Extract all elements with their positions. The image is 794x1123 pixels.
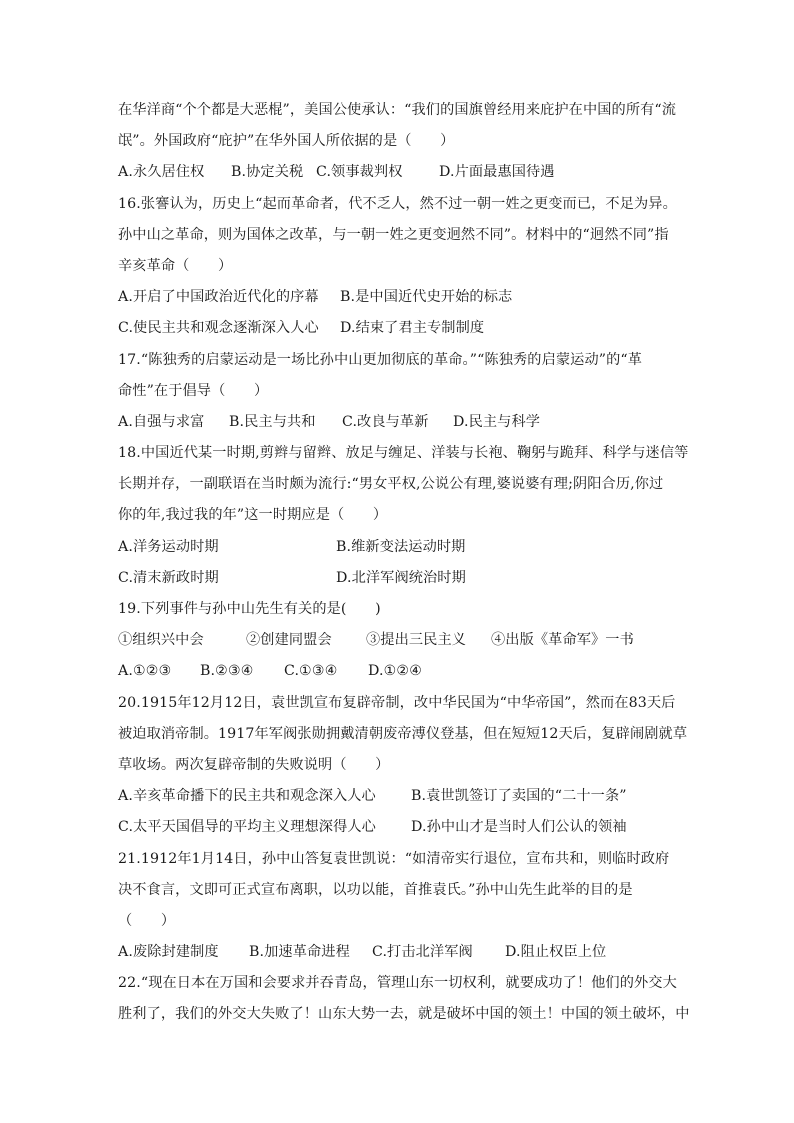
q15-option-a: A.永久居住权 [118,164,205,181]
q21-stem-line-2: 决不食言，文即可正式宣布离职，以功以能，首推袁氏。”孙中山先生此举的目的是 [118,881,633,898]
q21-stem-line-1: 21.1912年1月14日，孙中山答复袁世凯说：“如清帝实行退位，宣布共和，则临时政府 [118,850,670,867]
q20-option-a: A.辛亥革命播下的民主共和观念深入人心 [118,788,376,805]
q18-options-row-2 [118,563,678,594]
q15-stem-line-2: 氓”。外国政府“庇护”在华外国人所依据的是（ ） [118,133,455,150]
q18-options-row-1 [118,532,678,563]
q16-options-row-2 [118,313,678,344]
question-list [118,95,690,1031]
q16-option-b: B.是中国近代史开始的标志 [340,289,513,306]
q16-stem-line-3: 辛亥革命（ ） [118,257,233,274]
q20-stem-line-1: 20.1915年12月12日，袁世凯宣布复辟帝制，改中华民国为“中华帝国”，然而在83天后 [118,694,676,711]
q20-stem-line-2: 被迫取消帝制。1917年军阀张勋拥戴清朝废帝溥仪登基，但在短短12天后，复辟闹剧就草 [118,725,688,742]
q22-stem-line-1: 22.“现在日本在万国和会要求并吞青岛，管理山东一切权利，就要成功了！他们的外交大 [118,975,677,992]
q16-options-row-1 [118,282,678,313]
q19-option-d: D.①②④ [368,663,423,680]
q17-stem-line-1: 17.“陈独秀的启蒙运动是一场比孙中山更加彻底的革命。”“陈独秀的启蒙运动”的“革 [118,351,643,368]
q16-option-d: D.结束了君主专制制度 [340,320,485,337]
q21-options [118,937,678,968]
q21-option-a: A.废除封建制度 [118,944,219,961]
q22-stem-line-2: 胜利了，我们的外交大失败了！山东大势一去，就是破坏中国的领土！中国的领土破坏，中 [118,1006,690,1023]
q20-option-c: C.太平天国倡导的平均主义理想深得人心 [118,819,376,836]
q16-stem-line-1: 16.张謇认为，历史上“起而革命者，代不乏人，然不过一朝一姓之更变而已，不足为异。 [118,195,677,212]
q20-option-d: D.孙中山才是当时人们公认的领袖 [411,819,627,836]
q16-stem-line-2: 孙中山之革命，则为国体之改革，与一朝一姓之更变迥然不同”。材料中的“迥然不同”指 [118,226,669,243]
q18-stem-line-2: 长期并存，一副联语在当时颇为流行:“男女平权,公说公有理,婆说婆有理;阴阳合历,你过 [118,476,664,493]
q15-option-b: B.协定关税 [231,164,304,181]
q18-option-d: D.北洋军阀统治时期 [336,569,466,586]
q20-stem-line-3: 草收场。两次复辟帝制的失败说明（ ） [118,756,390,773]
q17-option-b: B.民主与共和 [229,413,316,430]
q16-option-c: C.使民主共和观念逐渐深入人心 [118,320,319,337]
q17-option-c: C.改良与革新 [342,413,429,430]
q17-options [118,407,678,438]
q18-option-c: C.清末新政时期 [118,569,219,586]
q17-option-a: A.自强与求富 [118,413,205,430]
q15-options [118,157,678,188]
q19-item-4: ④出版《革命军》一书 [491,632,634,649]
q19-item-2: ②创建同盟会 [246,632,332,649]
q21-option-b: B.加速革命进程 [249,944,350,961]
q19-options [118,656,678,687]
q19-items [118,625,678,656]
q17-stem-line-2: 命性”在于倡导（ ） [118,382,269,399]
q15-option-c: C.领事裁判权 [316,164,403,181]
q18-stem-line-3: 你的年,我过我的年”这一时期应是（ ） [118,507,388,524]
q16-option-a: A.开启了中国政治近代化的序幕 [118,289,319,306]
q19-option-b: B.②③④ [200,663,254,680]
q21-option-c: C.打击北洋军阀 [372,944,473,961]
q19-option-c: C.①③④ [284,663,338,680]
q20-options-row-2 [118,812,678,843]
q17-option-d: D.民主与科学 [453,413,541,430]
q21-option-d: D.阻止权臣上位 [505,944,607,961]
q18-option-a: A.洋务运动时期 [118,538,219,555]
q19-stem-line-1: 19.下列事件与孙中山先生有关的是( ) [118,601,381,617]
q15-stem-line-1: 在华洋商“个个都是大恶棍”，美国公使承认：“我们的国旗曾经用来庇护在中国的所有“流 [118,102,677,118]
q19-item-3: ③提出三民主义 [366,632,467,649]
q18-option-b: B.维新变法运动时期 [336,538,466,555]
q20-option-b: B.袁世凯签订了卖国的“二十一条” [411,788,627,805]
q15-option-d: D.片面最惠国待遇 [439,164,555,181]
q20-options-row-1 [118,781,678,812]
q21-stem-line-3: （ ） [118,912,176,929]
q19-option-a: A.①②③ [118,663,172,680]
q18-stem-line-1: 18.中国近代某一时期,剪辫与留辫、放足与缠足、洋装与长袍、鞠躬与跪拜、科学与迷信等 [118,445,689,462]
q19-item-1: ①组织兴中会 [118,632,204,649]
